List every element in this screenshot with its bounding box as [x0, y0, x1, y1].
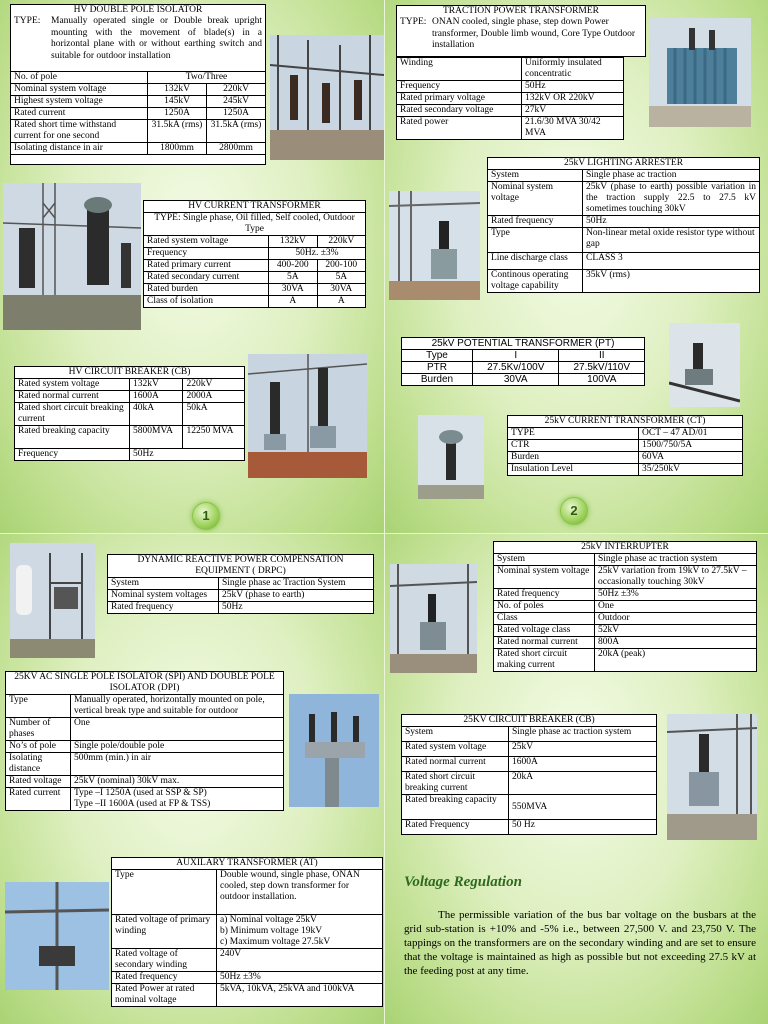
table-row: Rated primary voltage 132kV OR 220kV: [397, 93, 624, 105]
pt-photo: [669, 323, 740, 407]
table-row: Rated frequency 50Hz: [108, 602, 374, 614]
panel-page-4: [385, 534, 768, 1024]
table-row: System Single phase ac traction system: [494, 554, 757, 566]
table-row: Frequency 50Hz: [397, 81, 624, 93]
drpc-table: [107, 554, 374, 614]
table-row: Frequency 50Hz: [15, 449, 245, 461]
ct-hv-photo: [3, 183, 141, 330]
at-title: AUXILARY TRANSFORMER (AT): [112, 858, 383, 870]
table-row: Isolating distance in air 1800mm 2800mm: [11, 143, 266, 155]
table-row: Type Double wound, single phase, ONAN cooled, step down transformer for outdoor installation.: [112, 870, 383, 915]
drpc-photo: [10, 543, 95, 658]
table-row: TYPE OCT – 47 AD/01: [508, 428, 743, 440]
ct-hv-title: HV CURRENT TRANSFORMER: [144, 201, 366, 213]
table-row: Rated secondary voltage 27kV: [397, 105, 624, 117]
table-row: Rated short circuit breaking current 20kA: [402, 772, 657, 795]
cb25-title: 25KV CIRCUIT BREAKER (CB): [402, 715, 657, 727]
isolator-table: [10, 71, 266, 155]
table-row: Line discharge class CLASS 3: [488, 253, 760, 270]
table-row: Isolating distance 500mm (min.) in air: [6, 753, 284, 776]
table-row: Rated Power at rated nominal voltage 5kVA, 10kVA, 25kVA and 100kVA: [112, 984, 383, 1007]
ptt-photo: [649, 18, 751, 127]
table-row: Nominal system voltage 25kV (phase to earth) possible variation in the traction supply 22.5 to 27.5 kV sometimes touching 30kV: [488, 182, 760, 216]
table-row: Rated secondary current 5A 5A: [144, 272, 366, 284]
table-row: Rated normal current 1600A: [402, 757, 657, 772]
table-row: Type Manually operated, horizontally mounted on pole, vertical break type and suitable for outdoor: [6, 695, 284, 718]
pt-title: 25kV POTENTIAL TRANSFORMER (PT): [402, 338, 645, 350]
page-number-badge: 1: [192, 502, 220, 530]
voltage-regulation-body: The permissible variation of the bus bar voltage on the busbars at the grid sub-station is +10% and -5% i.e., between 27,500 V. and 23,750 V. The tappings on the transformers are on the secondary winding and are set to ensure that the voltage is maintained as high as possible but not exceeding 27.5 kV at the feeding post at any time.: [404, 909, 756, 977]
spi-title: 25KV AC SINGLE POLE ISOLATOR (SPI) AND DOUBLE POLE ISOLATOR (DPI): [6, 672, 284, 695]
ct25-title: 25kV CURRENT TRANSFORMER (CT): [508, 416, 743, 428]
table-row: Rated normal current 800A: [494, 637, 757, 649]
at-table: [111, 857, 383, 1007]
table-row: Type Non-linear metal oxide resistor type without gap: [488, 228, 760, 253]
table-row: Rated Frequency 50 Hz: [402, 820, 657, 835]
ct-hv-table: [143, 200, 366, 308]
panel-page-2: [385, 0, 768, 533]
table-row: CTR 1500/750/5A: [508, 440, 743, 452]
ct-hv-type: TYPE: Single phase, Oil filled, Self cooled, Outdoor Type: [144, 213, 366, 236]
la-title: 25kV LIGHTING ARRESTER: [488, 158, 760, 170]
table-row: Rated short circuit making current 20kA (peak): [494, 649, 757, 672]
cb-hv-table: [14, 366, 245, 461]
table-row: PTR 27.5Kv/100V 27.5kV/110V: [402, 362, 645, 374]
cb25-table: [401, 714, 657, 835]
table-row: Insulation Level 35/250kV: [508, 464, 743, 476]
table-row: No’s of pole Single pole/double pole: [6, 741, 284, 753]
table-row: Rated current Type –I 1250A (used at SSP & SP) Type –II 1600A (used at FP & TSS): [6, 788, 284, 811]
table-row: System Single phase ac Traction System: [108, 578, 374, 590]
table-row: Nominal system voltage 132kV 220kV: [11, 84, 266, 96]
table-row: Rated short circuit breaking current 40kA 50kA: [15, 403, 245, 426]
isolator-title: HV DOUBLE POLE ISOLATOR: [73, 5, 203, 15]
table-row: Rated short time withstand current for one second 31.5kA (rms) 31.5kA (rms): [11, 120, 266, 143]
ptt-type: TYPE: ONAN cooled, single phase, step down Power transformer, Double limb wound, Core Type Outdoor installation: [400, 17, 635, 50]
la-photo: [389, 191, 480, 300]
ptt-title: TRACTION POWER TRANSFORMER: [442, 6, 600, 16]
table-row: Rated burden 30VA 30VA: [144, 284, 366, 296]
table-row: Rated power 21.6/30 MVA 30/42 MVA: [397, 117, 624, 140]
voltage-regulation-heading: Voltage Regulation: [404, 874, 522, 890]
isolator-photo: [270, 35, 384, 160]
table-row: Nominal system voltage 25kV variation from 19kV to 27.5kV – occasionally touching 30kV: [494, 566, 757, 589]
table-row: Rated system voltage 132kV 220kV: [15, 379, 245, 391]
spi-photo: [289, 694, 379, 807]
interrupter-table: [493, 541, 757, 672]
la-table: [487, 157, 760, 293]
spi-table: [5, 671, 284, 811]
panel-divider-vertical: [384, 0, 385, 1024]
table-row: Rated breaking capacity 5800MVA 12250 MVA: [15, 426, 245, 449]
table-row: Rated voltage of primary winding a) Nominal voltage 25kV b) Minimum voltage 19kV c) Maximum voltage 27.5kV: [112, 915, 383, 949]
panel-page-1: [0, 0, 384, 533]
interrupter-title: 25kV INTERRUPTER: [494, 542, 757, 554]
table-row: Rated voltage class 52kV: [494, 625, 757, 637]
table-row: Nominal system voltages 25kV (phase to earth): [108, 590, 374, 602]
table-row: Frequency 50Hz. ±3%: [144, 248, 366, 260]
table-row: Class of isolation A A: [144, 296, 366, 308]
table-row: No. of pole Two/Three: [11, 72, 266, 84]
pt-table: [401, 337, 645, 386]
ptt-header: [396, 5, 646, 57]
table-row: Rated frequency 50Hz: [488, 216, 760, 228]
table-row: Rated voltage of secondary winding 240V: [112, 949, 383, 972]
ptt-table: [396, 57, 624, 140]
cb25-photo: [667, 714, 757, 840]
table-row: Burden 60VA: [508, 452, 743, 464]
table-row: Rated system voltage 25kV: [402, 742, 657, 757]
table-row: System Single phase ac traction system: [402, 727, 657, 742]
table-row: Rated system voltage 132kV 220kV: [144, 236, 366, 248]
table-row: No. of poles One: [494, 601, 757, 613]
table-row: Rated frequency 50Hz ±3%: [494, 589, 757, 601]
cb-hv-title: HV CIRCUIT BREAKER (CB): [15, 367, 245, 379]
interrupter-photo: [390, 564, 477, 673]
table-row: Type I II: [402, 350, 645, 362]
table-row: Continous operating voltage capability 35kV (rms): [488, 270, 760, 293]
ct25-table: [507, 415, 743, 476]
table-row: Rated current 1250A 1250A: [11, 108, 266, 120]
table-row: Rated frequency 50Hz ±3%: [112, 972, 383, 984]
panel-page-3: [0, 534, 384, 1024]
table-row: Rated breaking capacity 550MVA: [402, 795, 657, 820]
table-row: Rated voltage 25kV (nominal) 30kV max.: [6, 776, 284, 788]
table-row: System Single phase ac traction: [488, 170, 760, 182]
drpc-title: DYNAMIC REACTIVE POWER COMPENSATION EQUIPMENT ( DRPC): [108, 555, 374, 578]
at-photo: [5, 882, 109, 990]
table-row: Winding Uniformly insulated concentratic: [397, 58, 624, 81]
table-row: Burden 30VA 100VA: [402, 374, 645, 386]
ct25-photo: [418, 415, 484, 499]
table-row: Class Outdoor: [494, 613, 757, 625]
cb-hv-photo: [248, 354, 367, 478]
table-row: Rated primary current 400-200 200-100: [144, 260, 366, 272]
panel-divider-horizontal: [0, 533, 768, 534]
table-row: Number of phases One: [6, 718, 284, 741]
table-row: Rated normal current 1600A 2000A: [15, 391, 245, 403]
table-row: Highest system voltage 145kV 245kV: [11, 96, 266, 108]
page-number-badge: 2: [560, 497, 588, 525]
isolator-type: TYPE: Manually operated single or Double break upright mounting with the movement of blade(s) in a horizontal plane with or without earthing switch and suitable for outdoor installation: [14, 16, 262, 61]
